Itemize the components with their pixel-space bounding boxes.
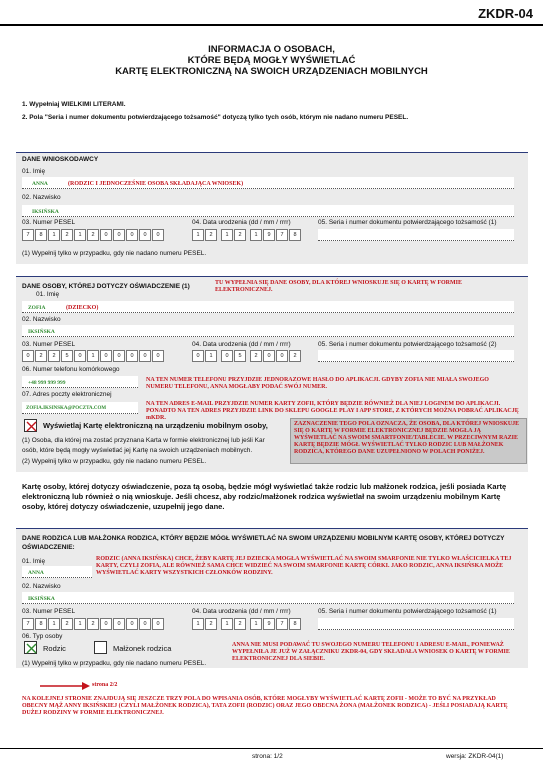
digit-box: 1 (74, 229, 86, 241)
parent-surname-label: 02. Nazwisko (22, 583, 61, 590)
type-parent-label: Rodzic (43, 644, 66, 653)
type-spouse-checkbox[interactable] (94, 641, 107, 654)
digit-box: 2 (48, 350, 60, 362)
page-number: strona: 1/2 (252, 753, 283, 760)
digit-box: 1 (250, 229, 262, 241)
display-card-label: Wyświetlaj Kartę elektroniczną na urządzeniu mobilnym osoby, (43, 421, 268, 430)
parent-pesel-label: 03. Numer PESEL (22, 608, 76, 615)
digit-box: 2 (61, 229, 73, 241)
digit-box: 0 (152, 618, 164, 630)
digit-box: 0 (126, 350, 138, 362)
digit-box: 0 (113, 618, 125, 630)
applicant-footnote: (1) Wypełnij tylko w przypadku, gdy nie nadano numeru PESEL. (22, 250, 207, 257)
parent-type-label: 06. Typ osoby (22, 633, 63, 640)
person-email-label: 07. Adres poczty elektronicznej (22, 391, 112, 398)
digit-box: 7 (22, 229, 34, 241)
person-email-value: ZOFIA.IKSINSKA@POCZTA.COM (26, 406, 107, 411)
footer-line (0, 748, 543, 749)
person-section-note: TU WYPEŁNIA SIĘ DANE OSOBY, DLA KTÓREJ WNIOSKUJE SIĘ O KARTĘ W FORMIE ELEKTRONICZNEJ. (215, 280, 463, 293)
digit-box: 1 (221, 229, 233, 241)
person-section-title: DANE OSOBY, KTÓREJ DOTYCZY OŚWIADCZENIE (1) (22, 283, 190, 290)
digit-box: 2 (234, 618, 246, 630)
person-first-name-label: 01. Imię (36, 291, 60, 298)
applicant-surname-label: 02. Nazwisko (22, 194, 61, 201)
form-code: ZKDR-04 (478, 6, 533, 21)
person-phone-value: +48 999 999 999 (28, 380, 66, 386)
checkmark-x-icon (25, 642, 38, 655)
digit-box: 2 (87, 618, 99, 630)
digit-box: 8 (289, 229, 301, 241)
display-card-checkbox[interactable] (24, 419, 37, 432)
applicant-first-name-note: (RODZIC I JEDNOCZEŚNIE OSOBA SKŁADAJĄCA WNIOSEK) (68, 181, 244, 187)
applicant-doc-field[interactable] (318, 229, 514, 241)
person-doc-label: 05. Seria i numer dokumentu potwierdzającego tożsamość (2) (318, 341, 497, 348)
header-bar (0, 0, 543, 26)
person-pesel-label: 03. Numer PESEL (22, 341, 76, 348)
person-phone-note: NA TEN NUMER TELEFONU PRZYJDZIE JEDNORAZOWE HASŁO DO APLIKACJI. GDYBY ZOFIA NIE MIAŁA SWOJEGO NUMERU TELEFONU, ANNA MOGŁABY PODAĆ SWÓJ NUMER. (146, 377, 489, 390)
digit-box: 1 (87, 350, 99, 362)
digit-box: 1 (74, 618, 86, 630)
parent-doc-field[interactable] (318, 618, 514, 630)
digit-box: 9 (263, 618, 275, 630)
checkmark-x-icon (25, 420, 38, 433)
digit-box: 0 (139, 229, 151, 241)
digit-box: 8 (35, 618, 47, 630)
digit-box: 8 (289, 618, 301, 630)
digit-box: 1 (192, 229, 204, 241)
person-footnote-2: (2) Wypełnij tylko w przypadku, gdy nie nadano numeru PESEL. (22, 458, 207, 465)
instruction-2: 2. Pola "Seria i numer dokumentu potwierdzającego tożsamość" dotyczą tylko tych osób, którym nie nadano numeru PESEL. (22, 114, 409, 121)
parent-first-name-value: ANNA (28, 570, 44, 576)
digit-box: 0 (221, 350, 233, 362)
type-spouse-label: Małżonek rodzica (113, 644, 172, 653)
parent-dob-boxes[interactable] (192, 618, 302, 630)
digit-box: 0 (126, 618, 138, 630)
form-version: wersja: ZKDR-04(1) (446, 753, 504, 760)
person-footnote-1: (1) Osoba, dla której ma zostać przyznana Karta w formie elektronicznej lub jeśli Kar (22, 437, 265, 444)
instruction-1: 1. Wypełniaj WIELKIMI LITERAMI. (22, 101, 126, 108)
digit-box: 2 (87, 229, 99, 241)
title-line-3: KARTĘ ELEKTRONICZNĄ NA SWOICH URZĄDZENIACH MOBILNYCH (115, 66, 428, 77)
digit-box: 7 (22, 618, 34, 630)
applicant-doc-label: 05. Seria i numer dokumentu potwierdzającego tożsamość (1) (318, 219, 497, 226)
applicant-section-title: DANE WNIOSKODAWCY (22, 156, 99, 163)
digit-box: 0 (152, 229, 164, 241)
digit-box: 1 (221, 618, 233, 630)
person-surname-label: 02. Nazwisko (22, 316, 61, 323)
digit-box: 7 (276, 229, 288, 241)
digit-box: 0 (100, 350, 112, 362)
digit-box: 0 (139, 618, 151, 630)
digit-box: 2 (234, 229, 246, 241)
parent-type-note: ANNA NIE MUSI PODAWAĆ TU SWOJEGO NUMERU TELEFONU I ADRESU E-MAIL, PONIEWAŻ WYPEŁNIŁA JE JUŻ W ZAŁĄCZNIKU ZKDR-04, GDY SKŁADAŁA WNIOSEK O KARTĘ W FORMIE ELEKTRONICZNEJ DLA SIEBIE. (232, 642, 510, 662)
type-parent-checkbox[interactable] (24, 641, 37, 654)
person-phone-label: 06. Numer telefonu komórkowego (22, 366, 120, 373)
display-card-note: ZAZNACZENIE TEGO POLA OZNACZA, ŻE OSOBA, DLA KTÓREJ WNIOSKUJE SIĘ O KARTĘ W FORMIE ELEKTRONICZNEJ BĘDZIE MOGŁA JĄ WYŚWIETLAĆ NA SWOIM SMARTFONIE/TABLECIE. W PRZECIWNYM RAZIE KARTĘ BĘDZIE MÓGŁ WYŚWIETLAĆ TYLKO RODZIC LUB MAŁŻONEK RODZICA, KTÓREGO DANE UZUPEŁNIONO W POLACH PONIŻEJ. (290, 418, 527, 464)
digit-box: 0 (276, 350, 288, 362)
digit-box: 0 (126, 229, 138, 241)
digit-box: 2 (35, 350, 47, 362)
digit-box: 0 (152, 350, 164, 362)
parent-doc-label: 05. Seria i numer dokumentu potwierdzającego tożsamość (1) (318, 608, 497, 615)
digit-box: 7 (276, 618, 288, 630)
parent-surname-field[interactable] (22, 592, 514, 604)
digit-box: 0 (113, 229, 125, 241)
person-first-name-note: (DZIECKO) (66, 305, 99, 311)
digit-box: 0 (74, 350, 86, 362)
digit-box: 0 (100, 229, 112, 241)
parent-footnote: (1) Wypełnij tylko w przypadku, gdy nie nadano numeru PESEL. (22, 660, 207, 667)
digit-box: 1 (48, 229, 60, 241)
digit-box: 0 (139, 350, 151, 362)
info-paragraph: Kartę osoby, której dotyczy oświadczenie, poza tą osobą, będzie mógł wyświetlać także rodzic lub małżonek rodzica, jeśli posiada Kartę elektroniczną lub również o nią wnioskuje. Jeśli chcesz, aby rodzic/małżonek rodzica wyświetlał na swoim urządzeniu mobilnym Kartę osoby, której dotyczy oświadczenie, uzupełnij jego dane. (22, 482, 507, 511)
applicant-pesel-label: 03. Numer PESEL (22, 219, 76, 226)
digit-box: 5 (61, 350, 73, 362)
applicant-surname-value: IKSIŃSKA (32, 209, 59, 215)
applicant-first-name-label: 01. Imię (22, 168, 46, 175)
digit-box: 0 (22, 350, 34, 362)
digit-box: 1 (48, 618, 60, 630)
parent-first-name-note: RODZIC (ANNA IKSIŃSKA) CHCE, ŻEBY KARTĘ JEJ DZIECKA MOGŁA WYŚWIETLAĆ NA SWOIM SMARFONIE NIE TYLKO WŁAŚCICIELKA TEJ KARTY, CZYLI ZOFIA, ALE RÓWNIEŻ SAMA CHCE WIDZIEĆ NA SWOIM SMARFONIE KARTĘ CÓRKI. JAKO RODZIC, ANNA IKSIŃSKA MOŻE WYŚWIETLAĆ KARTY WSZYSTKICH CZŁONKÓW RODZINY. (96, 556, 512, 576)
person-surname-value: IKSIŃSKA (28, 329, 55, 335)
parent-dob-label: 04. Data urodzenia (dd / mm / rrrr) (192, 608, 291, 615)
digit-box: 2 (61, 618, 73, 630)
person-surname-field[interactable] (22, 325, 514, 337)
parent-surname-value: IKSIŃSKA (28, 596, 55, 602)
person-email-note: NA TEN ADRES E-MAIL PRZYJDZIE NUMER KARTY ZOFII, KTÓRY BĘDZIE RÓWNIEŻ DLA NIEJ LOGINEM DO APLIKACJI. PONADTO NA TEN ADRES PRZYJDZIE LINK DO SKLEPU GOOGLE PLAY I APP STORE, Z KTÓRYCH MOŻNA POBRAĆ APLIKACJĘ mKDR. (146, 401, 519, 421)
person-footnote-1b: osób, które będą mogły wyświetlać jej Kartę na swoich urządzeniach mobilnych. (22, 447, 253, 454)
person-doc-field[interactable] (318, 350, 514, 362)
digit-box: 0 (263, 350, 275, 362)
title-line-1: INFORMACJA O OSOBACH, (208, 44, 335, 55)
applicant-dob-boxes[interactable] (192, 229, 302, 241)
digit-box: 1 (192, 618, 204, 630)
arrow-right-icon (40, 682, 90, 692)
digit-box: 2 (289, 350, 301, 362)
digit-box: 8 (35, 229, 47, 241)
digit-box: 0 (192, 350, 204, 362)
parent-section-title: DANE RODZICA LUB MAŁŻONKA RODZICA, KTÓRY BĘDZIE MÓGŁ WYŚWIETLAĆ NA SWOIM URZĄDZENIU MOBILNYM KARTĘ OSOBY, KTÓREJ DOTYCZY OŚWIADCZENIE: (22, 535, 505, 551)
person-pesel-boxes[interactable] (22, 350, 165, 362)
next-page-label: strona 2/2 (92, 682, 118, 688)
bottom-note: NA KOLEJNEJ STRONIE ZNAJDUJĄ SIĘ JESZCZE TRZY POLA DO WPISANIA OSÓB, KTÓRE MOGŁYBY WYŚWIETLAĆ KARTĘ ZOFII - MOŻE TO BYĆ NA PRZYKŁAD OBECNY MĄŻ ANNY IKSIŃSKIEJ (CZYLI MAŁŻONEK RODZICA), TATA ZOFII (RODZIC) ORAZ JEGO OBECNA ŻONA (MAŁŻONEK RODZICA) - JEŚLI POSIADAJĄ KARTĘ DUŻEJ RODZINY W FORMIE ELEKTRONICZNEJ. (22, 696, 508, 716)
digit-box: 5 (234, 350, 246, 362)
digit-box: 2 (205, 229, 217, 241)
applicant-pesel-boxes[interactable] (22, 229, 165, 241)
parent-first-name-label: 01. Imię (22, 558, 46, 565)
parent-pesel-boxes[interactable] (22, 618, 165, 630)
person-dob-boxes[interactable] (192, 350, 302, 362)
title-line-2: KTÓRE BĘDĄ MOGŁY WYŚWIETLAĆ (187, 55, 356, 66)
applicant-first-name-value: ANNA (32, 181, 48, 187)
applicant-dob-label: 04. Data urodzenia (dd / mm / rrrr) (192, 219, 291, 226)
digit-box: 0 (113, 350, 125, 362)
digit-box: 1 (205, 350, 217, 362)
digit-box: 2 (250, 350, 262, 362)
digit-box: 2 (205, 618, 217, 630)
digit-box: 0 (100, 618, 112, 630)
digit-box: 9 (263, 229, 275, 241)
person-dob-label: 04. Data urodzenia (dd / mm / rrrr) (192, 341, 291, 348)
person-first-name-value: ZOFIA (28, 305, 46, 311)
applicant-surname-field[interactable] (22, 205, 514, 217)
digit-box: 1 (250, 618, 262, 630)
